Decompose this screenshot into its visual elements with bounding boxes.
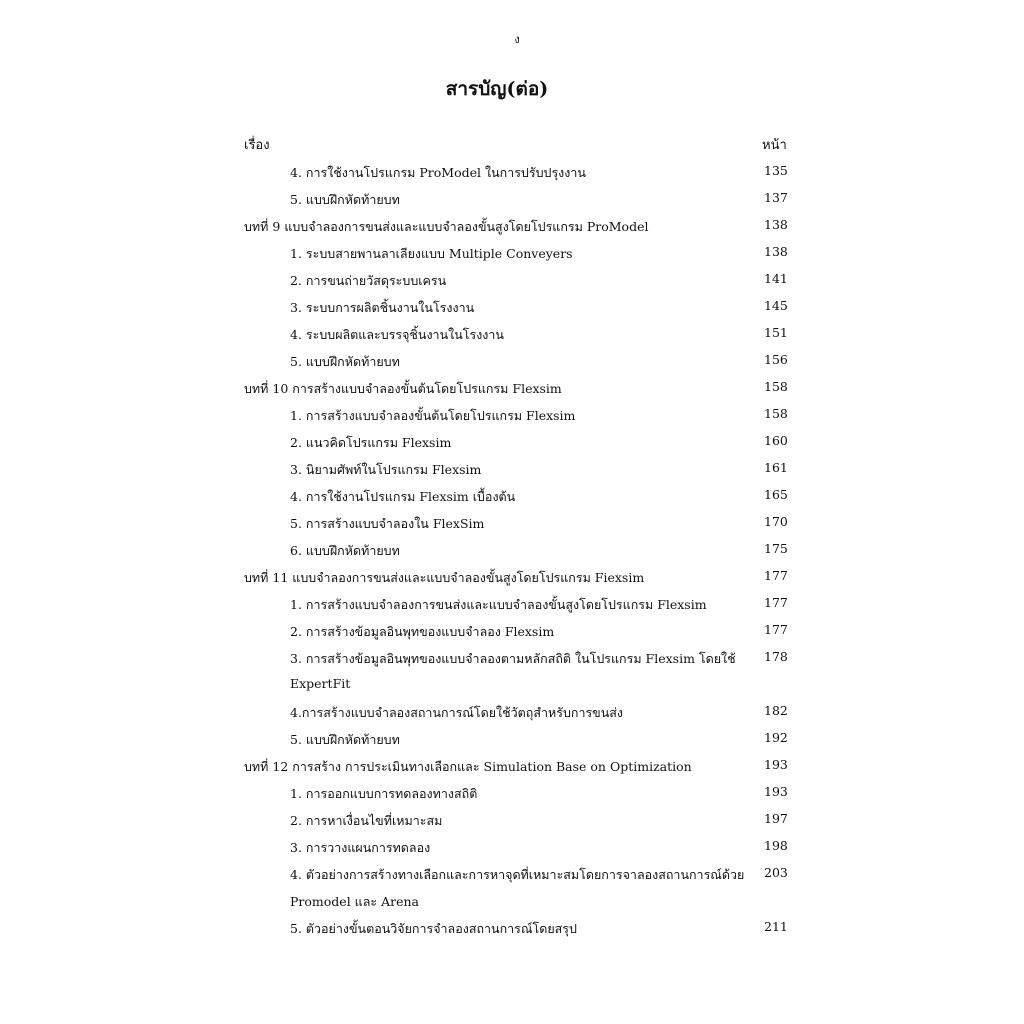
toc-entry-page: 178 (764, 649, 788, 664)
toc-entry-page: 135 (764, 163, 788, 178)
toc-entry-row (0, 644, 1024, 671)
toc-entry-page: 177 (764, 622, 788, 637)
toc-entry-title: บทที่ 12 การสร้าง การประเมินทางเลือกและ Simulation Base on Optimization (244, 759, 692, 774)
toc-entry-page: 192 (764, 730, 788, 745)
toc-entry-row (0, 779, 1024, 806)
toc-header-page: หน้า (762, 138, 787, 153)
table-of-contents (0, 158, 1024, 941)
toc-entry-title: 6. แบบฝึกหัดท้ายบท (290, 543, 400, 558)
toc-entry-page: 160 (764, 433, 788, 448)
toc-entry-title: บทที่ 11 แบบจำลองการขนส่งและแบบจำลองขั้นสูงโดยโปรแกรม Fiexsim (244, 570, 645, 585)
toc-entry-title: ExpertFit (290, 676, 351, 691)
toc-entry-page: 203 (764, 865, 788, 880)
toc-entry-row (0, 590, 1024, 617)
toc-entry-page: 151 (764, 325, 788, 340)
toc-entry-page: 193 (764, 757, 788, 772)
toc-entry-title: 1. การออกแบบการทดลองทางสถิติ (290, 786, 478, 801)
toc-entry-row (0, 671, 1024, 698)
toc-entry-title: 4. ตัวอย่างการสร้างทางเลือกและการหาจุดที่เหมาะสมโดยการจาลองสถานการณ์ด้วย (290, 867, 745, 882)
toc-entry-row (0, 860, 1024, 887)
toc-entry-row (0, 455, 1024, 482)
toc-entry-row (0, 158, 1024, 185)
toc-entry-title: 4. การใช้งานโปรแกรม ProModel ในการปรับปรุงงาน (290, 165, 586, 180)
toc-chapter-row (0, 212, 1024, 239)
toc-entry-title: 5. แบบฝึกหัดท้ายบท (290, 354, 400, 369)
toc-entry-title: 5. แบบฝึกหัดท้ายบท (290, 732, 400, 747)
toc-entry-title: 1. การสร้างแบบจำลองขั้นต้นโดยโปรแกรม Flexsim (290, 408, 576, 423)
toc-entry-row (0, 725, 1024, 752)
toc-entry-title: บทที่ 10 การสร้างแบบจำลองขั้นต้นโดยโปรแกรม Flexsim (244, 381, 562, 396)
toc-entry-page: 156 (764, 352, 788, 367)
toc-entry-row (0, 320, 1024, 347)
toc-entry-page: 197 (764, 811, 788, 826)
toc-entry-page: 193 (764, 784, 788, 799)
toc-entry-row (0, 347, 1024, 374)
toc-entry-page: 177 (764, 595, 788, 610)
toc-entry-row (0, 239, 1024, 266)
toc-entry-title: 4.การสร้างแบบจำลองสถานการณ์โดยใช้วัตถุสำหรับการขนส่ง (290, 705, 624, 720)
toc-chapter-row (0, 374, 1024, 401)
toc-entry-row (0, 185, 1024, 212)
toc-chapter-row (0, 752, 1024, 779)
toc-entry-row (0, 833, 1024, 860)
toc-entry-page: 158 (764, 379, 788, 394)
toc-chapter-row (0, 563, 1024, 590)
toc-entry-title: 2. แนวคิดโปรแกรม Flexsim (290, 435, 452, 450)
toc-entry-page: 141 (764, 271, 788, 286)
page-number: ง (514, 33, 520, 46)
toc-entry-row (0, 266, 1024, 293)
toc-entry-row (0, 806, 1024, 833)
toc-entry-page: 138 (764, 217, 788, 232)
toc-entry-title: 3. การวางแผนการทดลอง (290, 840, 431, 855)
toc-entry-page: 161 (764, 460, 788, 475)
toc-entry-row (0, 887, 1024, 914)
toc-entry-page: 145 (764, 298, 788, 313)
toc-entry-title: 4. การใช้งานโปรแกรม Flexsim เบื้องต้น (290, 489, 516, 504)
toc-entry-title: 3. การสร้างข้อมูลอินพุทของแบบจำลองตามหลักสถิติ ในโปรแกรม Flexsim โดยใช้ (290, 651, 736, 666)
toc-entry-title: 3. ระบบการผลิตชิ้นงานในโรงงาน (290, 300, 475, 315)
toc-entry-row (0, 401, 1024, 428)
toc-entry-title: 2. การหาเงื่อนไขที่เหมาะสม (290, 813, 443, 828)
toc-entry-row (0, 536, 1024, 563)
toc-entry-title: 4. ระบบผลิตและบรรจุชิ้นงานในโรงงาน (290, 327, 504, 342)
toc-entry-page: 211 (764, 919, 788, 934)
toc-entry-row (0, 293, 1024, 320)
toc-entry-title: Promodel และ Arena (290, 894, 419, 909)
toc-entry-page: 137 (764, 190, 788, 205)
toc-entry-row (0, 914, 1024, 941)
toc-entry-page: 170 (764, 514, 788, 529)
toc-entry-row (0, 617, 1024, 644)
toc-entry-title: 5. การสร้างแบบจำลองใน FlexSim (290, 516, 485, 531)
toc-entry-title: 1. ระบบสายพานลาเลียงแบบ Multiple Conveyers (290, 246, 573, 261)
toc-entry-title: 3. นิยามศัพท์ในโปรแกรม Flexsim (290, 462, 482, 477)
toc-entry-row (0, 428, 1024, 455)
toc-entry-page: 182 (764, 703, 788, 718)
toc-entry-page: 158 (764, 406, 788, 421)
toc-entry-page: 198 (764, 838, 788, 853)
toc-entry-title: 2. การสร้างข้อมูลอินพุทของแบบจำลอง Flexsim (290, 624, 555, 639)
toc-entry-title: 5. แบบฝึกหัดท้ายบท (290, 192, 400, 207)
toc-entry-page: 138 (764, 244, 788, 259)
toc-entry-title: 5. ตัวอย่างขั้นตอนวิจัยการจำลองสถานการณ์โดยสรุป (290, 921, 577, 936)
toc-header-topic: เรื่อง (244, 138, 270, 153)
toc-entry-title: 1. การสร้างแบบจำลองการขนส่งและแบบจำลองขั้นสูงโดยโปรแกรม Flexsim (290, 597, 707, 612)
toc-entry-row (0, 482, 1024, 509)
page-title: สารบัญ(ต่อ) (445, 78, 549, 100)
toc-entry-page: 177 (764, 568, 788, 583)
toc-entry-page: 165 (764, 487, 788, 502)
toc-entry-page: 175 (764, 541, 788, 556)
toc-entry-title: บทที่ 9 แบบจำลองการขนส่งและแบบจำลองขั้นสูงโดยโปรแกรม ProModel (244, 219, 649, 234)
toc-entry-title: 2. การขนถ่ายวัสดุระบบเครน (290, 273, 447, 288)
toc-entry-row (0, 698, 1024, 725)
toc-entry-row (0, 509, 1024, 536)
